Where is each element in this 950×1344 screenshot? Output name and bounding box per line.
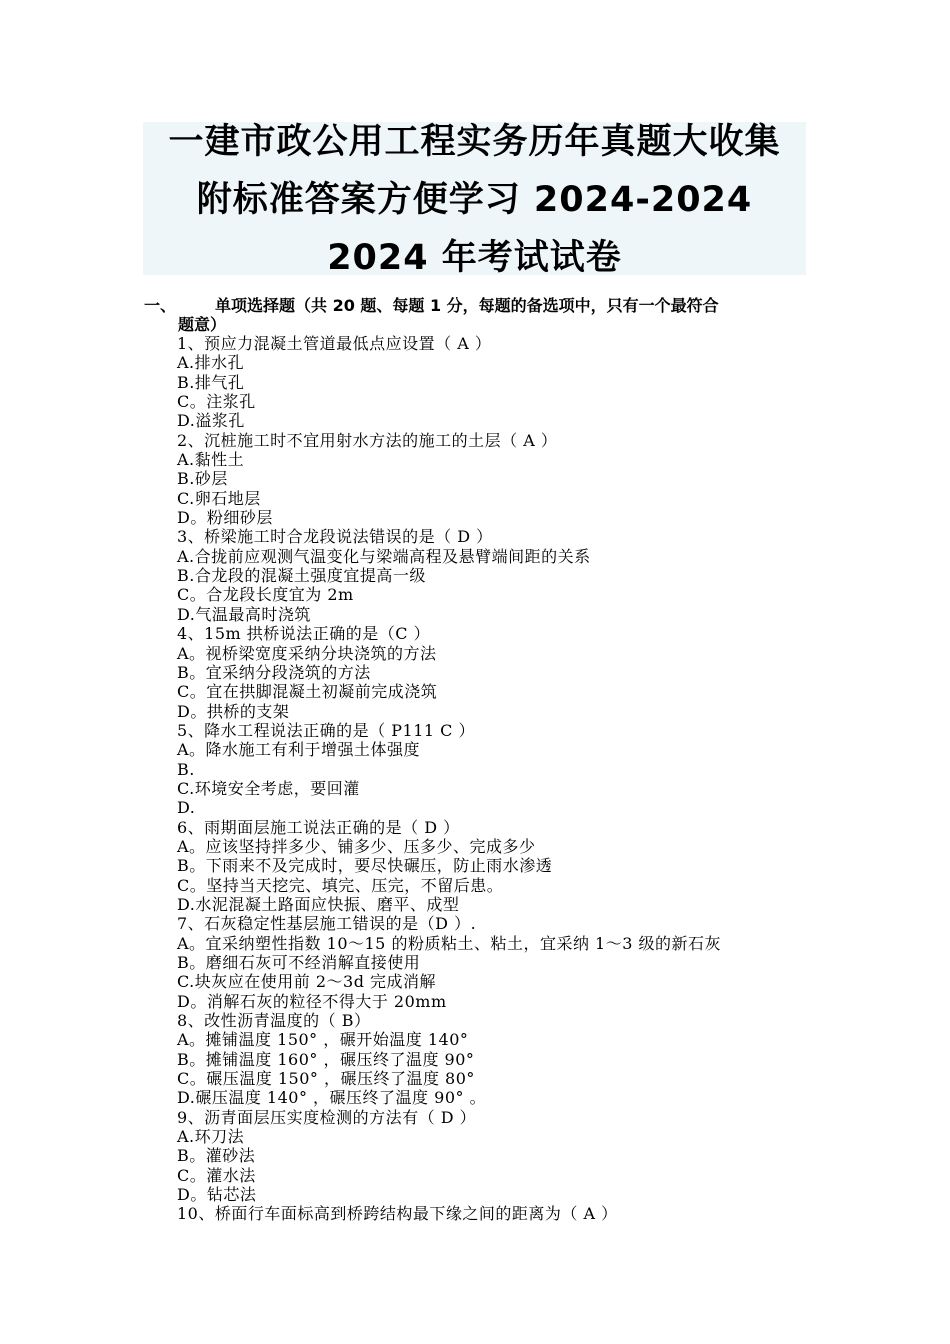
question-line: A.环刀法 bbox=[177, 1127, 245, 1147]
question-line: C.块灰应在使用前 2～3d 完成消解 bbox=[177, 972, 437, 992]
question-line: D。钻芯法 bbox=[177, 1185, 257, 1205]
question-line: 2、沉桩施工时不宜用射水方法的施工的土层（ A ） bbox=[177, 430, 558, 450]
question-line: A.黏性土 bbox=[177, 450, 245, 470]
section-heading-line-1: 单项选择题（共 20 题、每题 1 分，每题的备选项中，只有一个最符合 bbox=[215, 296, 719, 315]
question-line: B.砂层 bbox=[177, 469, 228, 489]
question-line: 7、石灰稳定性基层施工错误的是（D ）. bbox=[177, 914, 477, 934]
question-line: 8、改性沥青温度的（ B） bbox=[177, 1011, 371, 1031]
question-line: C。碾压温度 150° ，碾压终了温度 80° bbox=[177, 1069, 475, 1089]
question-line: 5、降水工程说法正确的是（ P111 C ） bbox=[177, 720, 475, 740]
question-line: B。磨细石灰可不经消解直接使用 bbox=[177, 953, 421, 972]
question-line: D。拱桥的支架 bbox=[177, 701, 290, 721]
question-list bbox=[177, 334, 837, 1224]
question-line: B。下雨来不及完成时，要尽快碾压，防止雨水渗透 bbox=[177, 856, 553, 876]
question-line: B. bbox=[177, 759, 195, 779]
question-line: C.卵石地层 bbox=[177, 488, 261, 508]
question-line: A.合拢前应观测气温变化与梁端高程及悬臂端间距的关系 bbox=[177, 546, 591, 566]
page-title-line-3: 2024 年考试试卷 bbox=[327, 238, 622, 278]
question-line: C。宜在拱脚混凝土初凝前完成浇筑 bbox=[177, 682, 438, 702]
question-line: 1、预应力混凝土管道最低点应设置（ A ） bbox=[177, 334, 492, 353]
question-line: C。注浆孔 bbox=[177, 392, 256, 412]
question-line: D。粉细砂层 bbox=[177, 508, 273, 528]
question-line: B。摊铺温度 160° ，碾压终了温度 90° bbox=[177, 1049, 475, 1069]
question-line: 6、雨期面层施工说法正确的是（ D ） bbox=[177, 817, 460, 837]
section-heading-line-2: 题意） bbox=[178, 315, 227, 334]
question-line: D. bbox=[177, 798, 196, 818]
question-line: A。摊铺温度 150° ，碾开始温度 140° bbox=[177, 1030, 469, 1050]
question-line: D。消解石灰的粒径不得大于 20mm bbox=[177, 991, 447, 1011]
question-line: A。视桥梁宽度采纳分块浇筑的方法 bbox=[177, 643, 437, 663]
page-title-line-1: 一建市政公用工程实务历年真题大收集 bbox=[168, 122, 781, 162]
question-line: B.合龙段的混凝土强度宜提高一级 bbox=[177, 566, 426, 586]
question-line: B.排气孔 bbox=[177, 372, 245, 392]
question-line: D.气温最高时浇筑 bbox=[177, 604, 311, 624]
question-line: C。坚持当天挖完、填完、压完，不留后患。 bbox=[177, 875, 504, 895]
question-line: B。宜采纳分段浇筑的方法 bbox=[177, 662, 371, 682]
question-line: D.水泥混凝土路面应快振、磨平、成型 bbox=[177, 894, 460, 914]
section-number: 一、 bbox=[144, 296, 177, 315]
page-title-line-2: 附标准答案方便学习 2024-2024 bbox=[196, 180, 753, 220]
question-line: C。灌水法 bbox=[177, 1165, 256, 1185]
question-line: A。宜采纳塑性指数 10～15 的粉质粘土、粘土，宜采纳 1～3 级的新石灰 bbox=[177, 933, 721, 953]
question-line: D.溢浆孔 bbox=[177, 411, 245, 431]
question-line: C.环境安全考虑，要回灌 bbox=[177, 778, 360, 798]
question-line: 3、桥梁施工时合龙段说法错误的是（ D ） bbox=[177, 527, 493, 547]
question-line: B。灌砂法 bbox=[177, 1146, 256, 1166]
question-line: D.碾压温度 140° ，碾压终了温度 90° 。 bbox=[177, 1088, 487, 1108]
question-line: A。应该坚持拌多少、铺多少、压多少、完成多少 bbox=[177, 836, 536, 856]
question-line: A.排水孔 bbox=[177, 353, 245, 373]
question-line: A。降水施工有利于增强土体强度 bbox=[177, 740, 421, 760]
question-line: 10、桥面行车面标高到桥跨结构最下缘之间的距离为（ A ） bbox=[177, 1204, 618, 1224]
question-line: 4、15m 拱桥说法正确的是（C ） bbox=[177, 624, 431, 644]
question-line: C。合龙段长度宜为 2m bbox=[177, 585, 354, 605]
question-line: 9、沥青面层压实度检测的方法有（ D ） bbox=[177, 1107, 477, 1127]
